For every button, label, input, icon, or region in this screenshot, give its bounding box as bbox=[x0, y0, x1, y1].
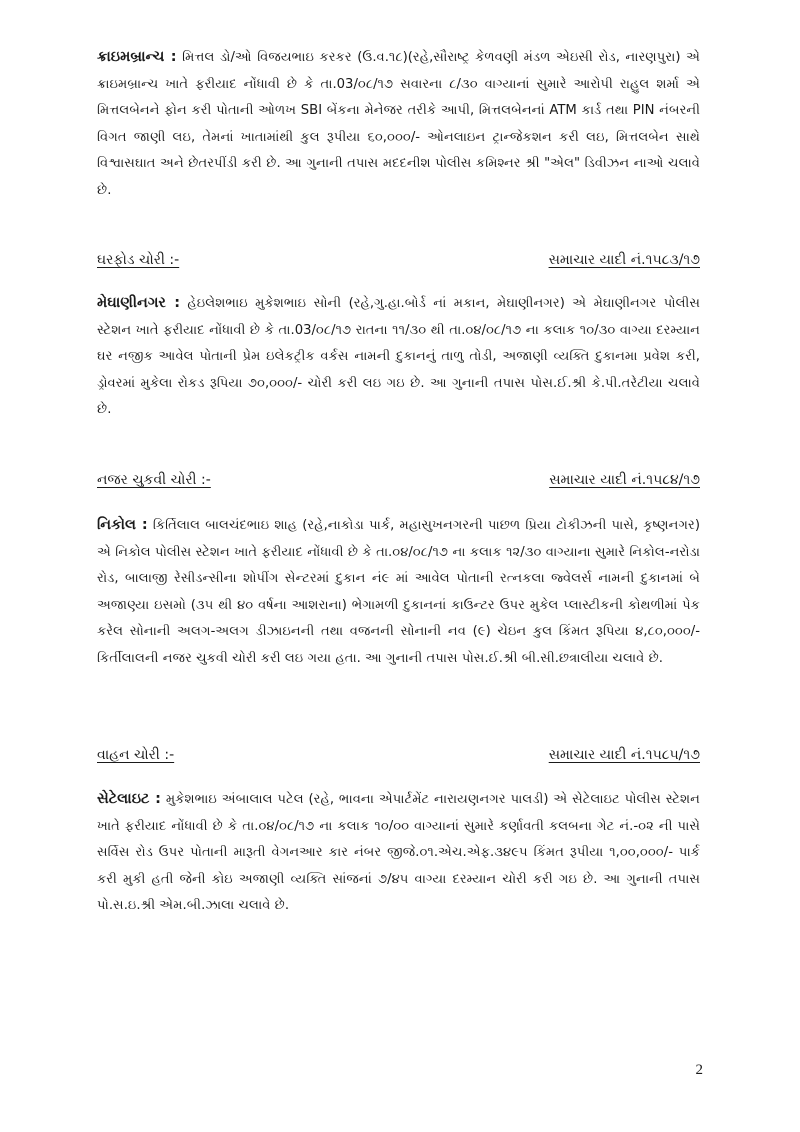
press-release-number: સમાચાર યાદી નં.૧૫૮૩/૧૭ bbox=[548, 252, 700, 268]
report-paragraph-meghaninagar bbox=[97, 290, 700, 424]
press-release-number: સમાચાર યાદી નં.૧૫૮૫/૧૭ bbox=[548, 747, 700, 763]
report-body: મુકેશભાઇ અંબાલાલ પટેલ (રહે, ભાવના એપાર્ટમેંટ નારાયણનગર પાલડી) એ સેટેલાઇટ પોલીસ સ્ટેશન ખાતે ફરીયાદ નોંધાવી છે કે તા.૦૪/૦૮/૧૭ ના કલાક ૧૦/૦૦ વાગ્યાનાં સુમારે કર્ણાવતી કલબના ગેટ નં.-૦૨ ની પાસે સર્વિસ રોડ ઉપર પોતાની મારૂતી વેગનઆર કાર નંબર જીજે.૦૧.એચ.એફ.૩૪૯૫ કિંમત રૂપીયા ૧,૦૦,૦૦૦/- પાર્ક કરી મુકી હતી જેની કોઇ અજાણી વ્યક્તિ સાંજનાં ૭/૪૫ વાગ્યા દરમ્યાન ચોરી કરી ગઇ છે. આ ગુનાની તપાસ પો.સ.ઇ.શ્રી એમ.બી.ઝાલા ચલાવે છે. bbox=[97, 792, 700, 913]
report-paragraph-satellite bbox=[97, 786, 700, 920]
report-paragraph-nikol bbox=[97, 512, 700, 672]
section-heading-burglary bbox=[97, 248, 700, 272]
police-station-label: નિકોલ : bbox=[97, 517, 148, 533]
police-station-label: ક્રાઇમબ્રાન્ચ : bbox=[97, 49, 177, 65]
press-release-number: સમાચાર યાદી નં.૧૫૮૪/૧૭ bbox=[549, 472, 700, 488]
crime-category: વાહન ચોરી :- bbox=[97, 747, 175, 763]
report-body: કિર્તિલાલ બાલચંદભાઇ શાહ (રહે,નાકોડા પાર્ક, મહાસુખનગરની પાછળ પ્રિયા ટોકીઝની પાસે, કૃષ્ણનગર) એ નિકોલ પોલીસ સ્ટેશન ખાતે ફરીયાદ નોંધાવી છે કે તા.૦૪/૦૮/૧૭ ના કલાક ૧૨/૩૦ વાગ્યાના સુમારે નિકોલ-નરોડા રોડ, બાલાજી રેસીડન્સીના શોપીંગ સેન્ટરમાં દુકાન નં૯ માં આવેલ પોતાની રત્નકલા જ્વેલર્સ નામની દુકાનમાં બે અજાણ્યા ઇસમો (૩૫ થી ૪૦ વર્ષના આશરાના) ભેગામળી દુકાનનાં કાઉન્ટર ઉપર મુકેલ પ્લાસ્ટીકની કોથળીમાં પેક કરેલ સોનાની અલગ-અલગ ડીઝાઇનની તથા વજનની સોનાની નવ (૯) ચેઇન કુલ કિંમત રૂપિયા ૪,૮૦,૦૦૦/- કિર્તીલાલની નજર ચુકવી ચોરી કરી લઇ ગયા હતા. આ ગુનાની તપાસ પોસ.ઈ.શ્રી બી.સી.છત્રાલીયા ચલાવે છે. bbox=[97, 518, 701, 666]
police-station-label: સેટેલાઇટ : bbox=[97, 791, 161, 807]
report-body: મિત્તલ ડો/ઓ વિજયભાઇ કરકર (ઉ.વ.૧૮)(રહે,સૌરાષ્ટ્ર કેળવણી મંડળ એઇસી રોડ, નારણપુરા) એ ક્રાઇમબ્રાન્ચ ખાતે ફરીયાદ નોંધાવી છે કે તા.03/૦૮/૧૭ સવારના ૮/૩૦ વાગ્યાનાં સુમારે આરોપી રાહુલ શર્મા એ મિત્તલબેનને ફોન કરી પોતાની ઓળખ SBI બેંકના મેનેજર તરીકે આપી, મિત્તલબેનનાં ATM કાર્ડ તથા PIN નંબરની વિગત જાણી લઇ, તેમનાં ખાતામાંથી કુલ રૂપીયા ૬૦,૦૦૦/- ઓનલાઇન ટ્રાન્જેકશન કરી લઇ, મિત્તલબેન સાથે વિશ્વાસઘાત અને છેતરપીંડી કરી છે. આ ગુનાની તપાસ મદદનીશ પોલીસ કમિશ્નર શ્રી "એલ" ડિવીઝન નાઓ ચલાવે છે. bbox=[97, 50, 700, 198]
page-number: 2 bbox=[695, 1062, 703, 1078]
crime-category: નજર ચુકવી ચોરી :- bbox=[97, 472, 211, 488]
crime-category: ઘરફોડ ચોરી :- bbox=[97, 252, 180, 268]
section-heading-vehicle-theft bbox=[97, 743, 700, 767]
report-paragraph-crime-branch bbox=[97, 44, 700, 204]
report-body: હેઇલેશભાઇ મુકેશભાઇ સોની (રહે,ગુ.હા.બોર્ડ નાં મકાન, મેઘાણીનગર) એ મેઘાણીનગર પોલીસ સ્ટેશન ખાતે ફરીયાદ નોંધાવી છે કે તા.03/૦૮/૧૭ રાતના ૧૧/૩૦ થી તા.૦૪/૦૮/૧૭ ના કલાક ૧૦/૩૦ વાગ્યા દરમ્યાન ઘર નજીક આવેલ પોતાની પ્રેમ ઇલેકટ્રીક વર્કસ નામની દુકાનનું તાળુ તોડી, અજાણી વ્યક્તિ દુકાનમા પ્રવેશ કરી, ડ્રોવરમાં મુકેલા રોકડ રૂપિયા ૭૦,૦૦૦/- ચોરી કરી લઇ ગઇ છે. આ ગુનાની તપાસ પોસ.ઈ.શ્રી કે.પી.તરેટીયા ચલાવે છે. bbox=[97, 296, 701, 417]
section-heading-distraction-theft bbox=[97, 468, 700, 492]
police-station-label: મેઘાણીનગર : bbox=[97, 295, 181, 311]
